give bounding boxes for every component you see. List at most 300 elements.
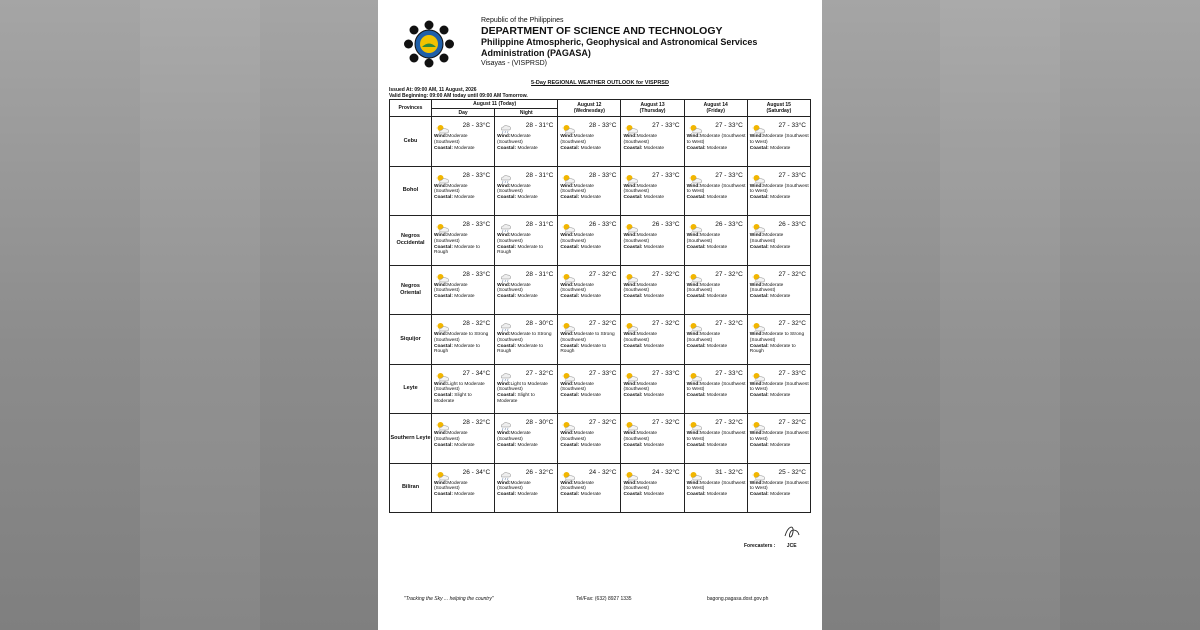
wind-value: Light to Moderate (Southwest) [434,381,485,393]
issued-at: Issued At: 09:00 AM, 11 August, 2026 [389,87,477,93]
coastal-label: Coastal: [497,195,517,201]
wind-label: Wind: [623,134,637,139]
coastal-value: Moderate to Rough [497,343,544,355]
coastal-value: Moderate [643,393,665,399]
coastal-value: Moderate [517,492,538,498]
temperature-range: 27 - 33°C [652,171,680,179]
coastal-label: Coastal: [623,343,643,349]
province-name: Bohol [390,166,432,216]
coastal-value: Moderate to Rough [434,244,480,256]
province-name: Negros Occidental [390,216,432,266]
wind-value: Moderate (Southwest) [434,282,468,294]
wind-value: Light to Moderate (Southwest) [497,381,548,393]
coastal-label: Coastal: [497,492,517,498]
coastal-value: Moderate [454,195,475,201]
forecast-cell [621,216,684,266]
coastal-value: Moderate to Rough [434,343,480,355]
coastal-value: Moderate [770,145,791,151]
coastal-label: Coastal: [434,195,453,201]
forecast-cell [558,265,621,315]
republic-label: Republic of the Philippines [481,17,564,24]
coastal-label: Coastal: [623,442,643,448]
forecast-cell [495,414,558,464]
temperature-range: 26 - 33°C [778,221,806,228]
wind-label: Wind: [560,282,574,288]
coastal-label: Coastal: [560,195,580,201]
forecast-cell [432,166,495,216]
coastal-label: Coastal: [497,393,517,399]
coastal-label: Coastal: [497,442,517,448]
coastal-value: Moderate [706,442,728,448]
letterhead [404,16,814,76]
temperature-range: 28 - 32°C [462,419,491,426]
wind-label: Wind: [686,381,700,387]
forecast-cell [621,414,684,464]
forecast-cell [621,463,684,513]
province-name: Southern Leyte [390,414,432,464]
coastal-value: Moderate [643,244,665,250]
forecast-cell [747,166,810,216]
temperature-range: 27 - 33°C [652,369,680,377]
temperature-range: 28 - 31°C [525,122,554,129]
wind-label: Wind: [560,480,574,486]
document-title: 5-Day REGIONAL WEATHER OUTLOOK for VISPRSD [531,80,669,86]
coastal-value: Moderate [454,145,475,151]
day-header: August 15 (Saturday) [747,100,810,117]
forecast-cell [432,265,495,315]
forecast-cell [558,463,621,513]
temperature-range: 28 - 33°C [588,171,617,179]
coastal-label: Coastal: [749,393,769,399]
wind-value: Moderate (Southwest) [686,233,721,244]
coastal-label: Coastal: [560,442,580,448]
coastal-value: Moderate [580,294,601,300]
forecast-cell [558,117,621,167]
wind-value: Moderate (Southwest) [749,233,784,244]
valid-period: Valid Beginning: 09:00 AM today until 09:00 AM Tomorrow. [389,93,528,99]
wind-label: Wind: [749,233,764,238]
wind-value: Moderate (Southwest) [434,233,468,244]
temperature-range: 27 - 32°C [778,419,806,426]
coastal-value: Moderate [770,442,791,448]
coastal-label: Coastal: [686,195,706,201]
forecast-cell [747,364,810,414]
wind-value: Moderate (Southwest) [749,282,784,294]
coastal-value: Moderate [580,145,601,151]
temperature-range: 27 - 33°C [778,122,806,129]
forecast-cell [495,117,558,167]
coastal-value: Moderate [517,145,538,151]
agency-name-line2: Administration (PAGASA) [481,48,591,58]
coastal-label: Coastal: [560,294,580,300]
wind-value: Moderate (Southwest) [623,480,658,492]
coastal-value: Moderate [706,145,728,151]
forecast-cell [558,166,621,216]
wind-value: Moderate (Southwest) [497,183,531,195]
table-row [390,364,811,414]
forecast-cell [432,364,495,414]
coastal-value: Moderate [517,294,538,300]
wind-value: Moderate to Strong (Southwest) [434,332,489,343]
coastal-label: Coastal: [749,492,769,498]
temperature-range: 27 - 33°C [715,171,743,179]
temperature-range: 26 - 32°C [525,468,554,476]
temperature-range: 27 - 32°C [778,320,806,327]
forecast-cell [684,265,747,315]
wind-label: Wind: [434,480,448,486]
wind-label: Wind: [623,381,637,387]
coastal-value: Moderate [580,442,601,448]
forecast-cell [621,166,684,216]
coastal-label: Coastal: [560,492,580,498]
coastal-value: Moderate [770,294,791,300]
coastal-value: Moderate to Rough [749,343,796,355]
temperature-range: 27 - 32°C [652,419,680,426]
forecasters-line [744,543,797,549]
wind-label: Wind: [749,431,764,436]
coastal-value: Moderate [643,195,665,201]
wind-label: Wind: [497,183,511,189]
wind-value: Moderate (Southwest to West) [686,183,746,195]
wind-label: Wind: [560,332,574,337]
wind-label: Wind: [623,480,637,486]
wind-label: Wind: [623,431,637,436]
wind-label: Wind: [686,480,700,486]
coastal-value: Moderate [706,393,728,399]
temperature-range: 27 - 32°C [525,369,554,377]
temperature-range: 28 - 33°C [588,122,617,129]
coastal-value: Moderate [454,492,475,498]
wind-label: Wind: [686,282,700,288]
coastal-value: Moderate [454,442,475,448]
wind-label: Wind: [560,134,574,139]
wind-value: Moderate (Southwest to West) [749,431,809,442]
wind-label: Wind: [434,381,448,387]
forecast-cell [558,315,621,365]
wind-label: Wind: [560,381,574,387]
table-row [390,166,811,216]
blurred-background-left [0,0,378,630]
table-row [390,216,811,266]
today-day-header: Day [432,109,495,117]
wind-value: Moderate (Southwest) [686,332,721,343]
coastal-value: Moderate [706,195,728,201]
forecast-cell [684,216,747,266]
wind-label: Wind: [749,282,764,288]
coastal-label: Coastal: [560,343,580,349]
forecast-cell [558,364,621,414]
coastal-value: Moderate [580,195,601,201]
forecast-cell [747,265,810,315]
temperature-range: 27 - 32°C [715,419,743,426]
temperature-range: 27 - 32°C [652,270,680,278]
temperature-range: 26 - 34°C [462,468,491,476]
temperature-range: 28 - 31°C [525,171,554,179]
wind-label: Wind: [497,332,511,337]
wind-value: Moderate (Southwest to West) [749,480,809,492]
wind-value: Moderate (Southwest) [497,282,531,294]
today-night-header: Night [495,109,558,117]
wind-label: Wind: [497,480,511,486]
wind-value: Moderate to Strong (Southwest) [560,332,615,343]
coastal-label: Coastal: [434,442,453,448]
coastal-label: Coastal: [623,145,643,151]
table-row [390,117,811,167]
temperature-range: 27 - 32°C [715,320,743,327]
forecast-cell [558,414,621,464]
wind-value: Moderate (Southwest) [497,233,531,244]
wind-label: Wind: [686,233,700,238]
footer-tagline: "Tracking the Sky ... helping the country" [404,596,494,602]
day-header: August 14 (Friday) [684,100,747,117]
wind-label: Wind: [434,431,448,436]
wind-value: Moderate (Southwest) [560,183,594,195]
temperature-range: 28 - 31°C [525,270,554,278]
wind-value: Moderate (Southwest to West) [686,480,746,492]
coastal-label: Coastal: [686,244,706,250]
forecast-cell [684,463,747,513]
coastal-label: Coastal: [434,244,453,250]
forecast-cell [684,414,747,464]
wind-value: Moderate (Southwest to West) [686,134,746,145]
coastal-label: Coastal: [749,294,769,300]
wind-value: Moderate (Southwest to West) [749,134,809,145]
wind-value: Moderate (Southwest) [560,134,594,145]
coastal-label: Coastal: [560,244,580,250]
forecaster-signature-icon [782,522,802,542]
forecast-cell [684,315,747,365]
temperature-range: 27 - 32°C [588,320,617,327]
coastal-value: Moderate [770,393,791,399]
forecast-cell [747,216,810,266]
coastal-value: Moderate [580,244,601,250]
forecast-cell [747,463,810,513]
coastal-label: Coastal: [560,145,580,151]
wind-value: Moderate (Southwest) [623,183,658,195]
temperature-range: 24 - 32°C [588,468,617,476]
blurred-background-right [822,0,1200,630]
coastal-label: Coastal: [749,244,769,250]
coastal-value: Moderate [770,244,791,250]
coastal-label: Coastal: [686,145,706,151]
coastal-label: Coastal: [434,492,453,498]
coastal-label: Coastal: [497,294,517,300]
temperature-range: 27 - 32°C [715,270,743,278]
coastal-value: Moderate to Rough [560,343,607,355]
coastal-label: Coastal: [686,343,706,349]
wind-label: Wind: [497,282,511,288]
coastal-label: Coastal: [560,393,580,399]
temperature-range: 27 - 33°C [588,369,617,377]
coastal-value: Moderate [643,442,665,448]
coastal-label: Coastal: [497,244,517,250]
coastal-value: Moderate [706,294,728,300]
forecast-cell [747,414,810,464]
coastal-label: Coastal: [623,393,643,399]
coastal-value: Moderate [706,343,728,349]
wind-label: Wind: [497,431,511,436]
temperature-range: 26 - 33°C [588,221,617,228]
wind-label: Wind: [749,332,764,337]
table-row [390,414,811,464]
wind-value: Moderate (Southwest) [560,381,594,393]
wind-value: Moderate (Southwest) [623,332,658,343]
temperature-range: 28 - 33°C [462,221,491,228]
wind-value: Moderate (Southwest to West) [749,183,809,195]
forecast-cell [747,117,810,167]
forecast-cell [621,117,684,167]
wind-label: Wind: [434,134,448,139]
dost-pagasa-logo-icon [404,20,454,68]
office-name: Visayas - (VISPRSD) [481,60,547,67]
forecast-cell [432,216,495,266]
coastal-value: Moderate [580,492,601,498]
temperature-range: 27 - 33°C [778,369,806,377]
wind-label: Wind: [623,233,637,238]
coastal-value: Moderate [517,195,538,201]
province-name: Siquijor [390,315,432,365]
wind-value: Moderate (Southwest) [497,431,531,442]
today-header: August 11 (Today) [432,100,558,109]
forecast-cell [432,315,495,365]
coastal-label: Coastal: [434,393,453,399]
wind-label: Wind: [623,282,637,288]
wind-value: Moderate (Southwest) [560,480,594,492]
forecast-cell [621,265,684,315]
coastal-value: Moderate [643,145,665,151]
forecast-cell [495,216,558,266]
temperature-range: 28 - 33°C [462,270,491,278]
wind-value: Moderate (Southwest) [560,233,594,244]
temperature-range: 27 - 33°C [652,122,680,129]
province-name: Cebu [390,117,432,167]
forecast-cell [558,216,621,266]
table-row [390,463,811,513]
provinces-header: Provinces [390,100,432,117]
coastal-value: Moderate [643,294,665,300]
wind-value: Moderate (Southwest) [560,431,594,442]
forecaster-initials: JCE [786,543,797,549]
temperature-range: 27 - 33°C [778,171,806,179]
wind-label: Wind: [623,183,637,189]
coastal-value: Moderate [706,492,728,498]
wind-label: Wind: [434,332,448,337]
forecast-cell [432,463,495,513]
forecast-cell [747,315,810,365]
wind-value: Moderate (Southwest) [497,134,531,145]
wind-value: Moderate (Southwest to West) [749,381,809,393]
coastal-value: Moderate [643,343,665,349]
forecast-cell [495,265,558,315]
coastal-value: Slight to Moderate [497,393,535,404]
wind-value: Moderate (Southwest) [560,282,594,294]
footer-website: bagong.pagasa.dost.gov.ph [707,596,769,602]
coastal-value: Moderate [770,492,791,498]
temperature-range: 27 - 33°C [715,122,743,129]
temperature-range: 26 - 33°C [652,221,680,228]
wind-value: Moderate (Southwest) [434,431,468,442]
coastal-label: Coastal: [434,343,453,349]
coastal-label: Coastal: [749,442,769,448]
temperature-range: 28 - 33°C [462,122,491,129]
day-header: August 12 (Wednesday) [558,100,621,117]
wind-label: Wind: [749,134,764,139]
forecast-cell [684,364,747,414]
weather-outlook-table [389,99,811,513]
wind-label: Wind: [749,480,764,486]
wind-label: Wind: [560,233,574,238]
footer-telfax: Tel/Fax: (632) 8927 1335 [576,596,632,602]
coastal-value: Moderate [580,393,601,399]
temperature-range: 25 - 32°C [778,468,806,476]
coastal-value: Moderate [770,195,791,201]
coastal-value: Moderate [517,442,538,448]
forecast-cell [684,117,747,167]
forecast-cell [621,364,684,414]
temperature-range: 28 - 33°C [462,171,491,179]
table-row [390,315,811,365]
coastal-label: Coastal: [749,343,769,349]
wind-label: Wind: [686,183,700,189]
coastal-value: Slight to Moderate [434,393,472,404]
wind-value: Moderate (Southwest) [623,282,658,294]
wind-value: Moderate to Strong (Southwest) [497,332,552,343]
temperature-range: 28 - 31°C [525,221,554,228]
wind-label: Wind: [434,233,448,238]
wind-label: Wind: [749,381,764,387]
coastal-label: Coastal: [623,244,643,250]
wind-label: Wind: [497,233,511,238]
wind-label: Wind: [686,431,700,436]
wind-label: Wind: [560,431,574,436]
temperature-range: 27 - 32°C [588,270,617,278]
coastal-label: Coastal: [623,492,643,498]
temperature-range: 27 - 32°C [778,270,806,278]
forecast-cell [432,117,495,167]
forecast-cell [495,463,558,513]
coastal-label: Coastal: [623,294,643,300]
forecasters-label: Forecasters : [744,543,776,549]
coastal-label: Coastal: [749,195,769,201]
temperature-range: 28 - 32°C [462,320,491,327]
table-row [390,265,811,315]
wind-value: Moderate (Southwest to West) [686,431,746,442]
wind-label: Wind: [686,332,700,337]
coastal-label: Coastal: [686,442,706,448]
agency-name-line1: Philippine Atmospheric, Geophysical and Astronomical Services [481,37,758,47]
wind-label: Wind: [434,183,448,189]
temperature-range: 27 - 32°C [652,320,680,327]
wind-value: Moderate (Southwest) [434,134,468,145]
coastal-value: Moderate [643,492,665,498]
day-header: August 13 (Thursday) [621,100,684,117]
forecast-cell [432,414,495,464]
wind-label: Wind: [434,282,448,288]
coastal-label: Coastal: [497,145,517,151]
wind-value: Moderate (Southwest to West) [686,381,746,393]
coastal-label: Coastal: [686,294,706,300]
temperature-range: 28 - 30°C [525,419,554,426]
forecast-cell [495,166,558,216]
temperature-range: 28 - 30°C [525,320,554,327]
coastal-label: Coastal: [686,393,706,399]
wind-value: Moderate (Southwest) [434,480,468,492]
temperature-range: 27 - 33°C [715,369,743,377]
coastal-label: Coastal: [749,145,769,151]
wind-value: Moderate to Strong (Southwest) [749,332,805,343]
wind-label: Wind: [497,381,511,387]
weather-outlook-document [378,0,822,630]
